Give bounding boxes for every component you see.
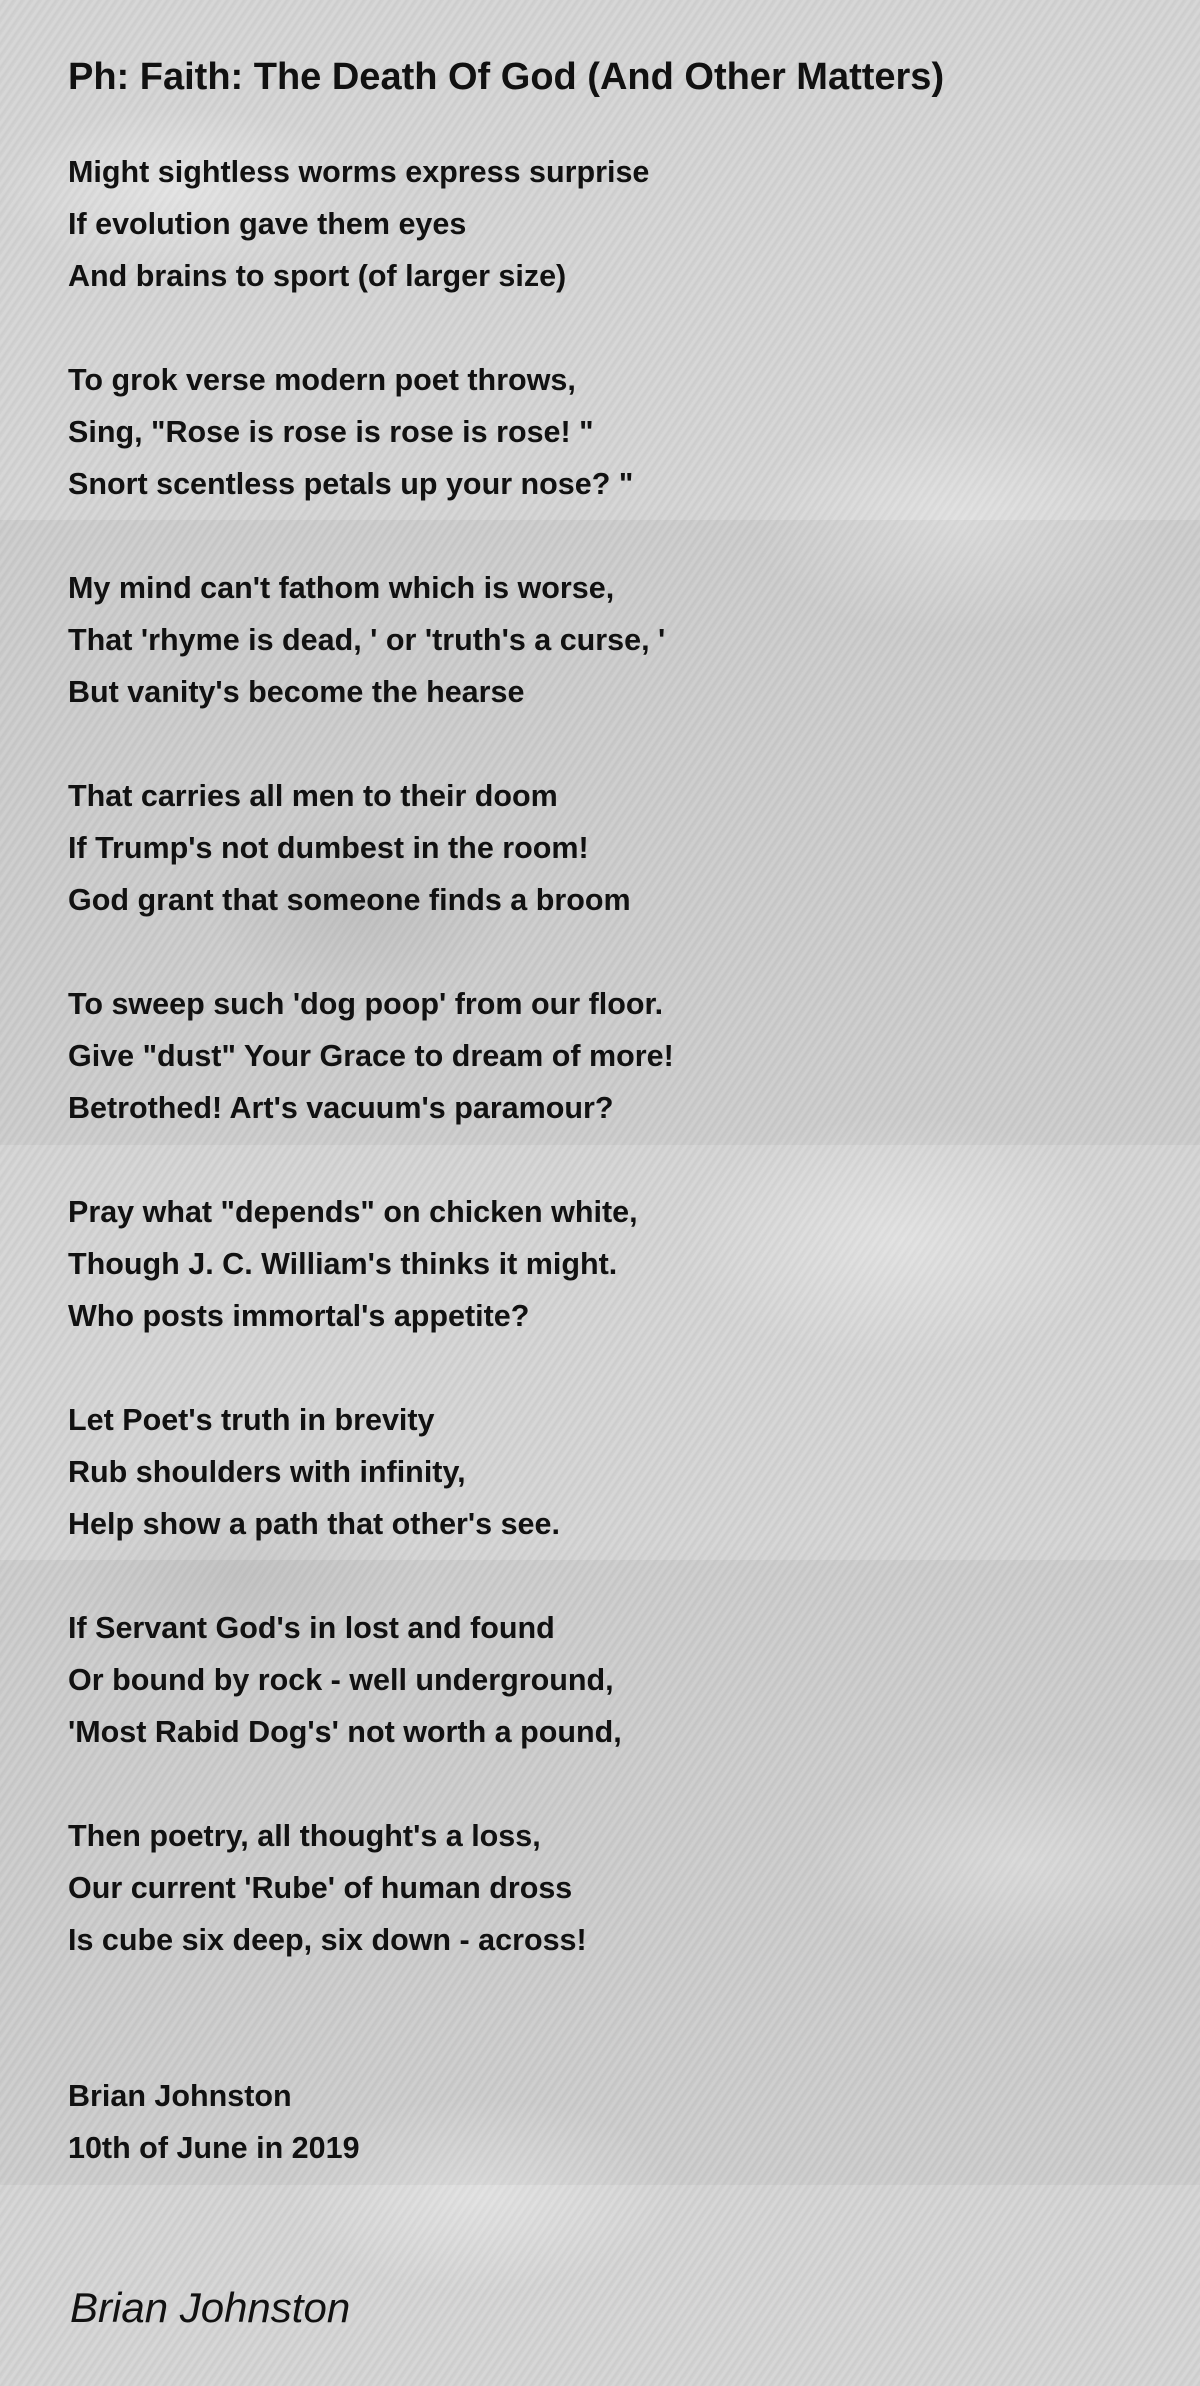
poem-line: God grant that someone finds a broom [68,883,631,917]
poem-signoff [68,2070,1148,2174]
stanza [68,1186,1148,1342]
poem-line: And brains to sport (of larger size) [68,259,567,293]
signoff-date: 10th of June in 2019 [68,2131,360,2165]
poem-line: Betrothed! Art's vacuum's paramour? [68,1091,614,1125]
poem-line: That carries all men to their doom [68,779,558,813]
poem-line: Is cube six deep, six down - across! [68,1923,587,1957]
stanza [68,770,1148,926]
poem-line: Rub shoulders with infinity, [68,1455,466,1489]
stanza [68,146,1148,302]
poem-line: Give "dust" Your Grace to dream of more! [68,1039,674,1073]
stanza [68,1394,1148,1550]
signoff-author: Brian Johnston [68,2079,292,2113]
stanza [68,978,1148,1134]
poem-body [68,146,1148,1966]
stanza [68,354,1148,510]
poem-line: 'Most Rabid Dog's' not worth a pound, [68,1715,622,1749]
poem-line: To sweep such 'dog poop' from our floor. [68,987,664,1021]
poem-container [68,52,1148,2174]
poem-line: Our current 'Rube' of human dross [68,1871,573,1905]
poem-line: Though J. C. William's thinks it might. [68,1247,618,1281]
poem-line: Snort scentless petals up your nose? " [68,467,634,501]
poem-line: Pray what "depends" on chicken white, [68,1195,638,1229]
poem-line: My mind can't fathom which is worse, [68,571,615,605]
poem-line: If evolution gave them eyes [68,207,467,241]
poem-line: If Servant God's in lost and found [68,1611,555,1645]
author-signature: Brian Johnston [70,2284,351,2331]
poem-line: Let Poet's truth in brevity [68,1403,435,1437]
poem-line: Who posts immortal's appetite? [68,1299,530,1333]
poem-line: Or bound by rock - well underground, [68,1663,614,1697]
poem-line: To grok verse modern poet throws, [68,363,576,397]
poem-line: But vanity's become the hearse [68,675,525,709]
poem-line: Might sightless worms express surprise [68,155,650,189]
stanza [68,1810,1148,1966]
poem-line: That 'rhyme is dead, ' or 'truth's a curse, ' [68,623,666,657]
stanza [68,1602,1148,1758]
stanza [68,562,1148,718]
poem-line: Then poetry, all thought's a loss, [68,1819,541,1853]
poem-line: If Trump's not dumbest in the room! [68,831,589,865]
poem-line: Sing, "Rose is rose is rose is rose! " [68,415,594,449]
poem-title: Ph: Faith: The Death Of God (And Other Matters) [68,56,945,98]
poem-line: Help show a path that other's see. [68,1507,560,1541]
